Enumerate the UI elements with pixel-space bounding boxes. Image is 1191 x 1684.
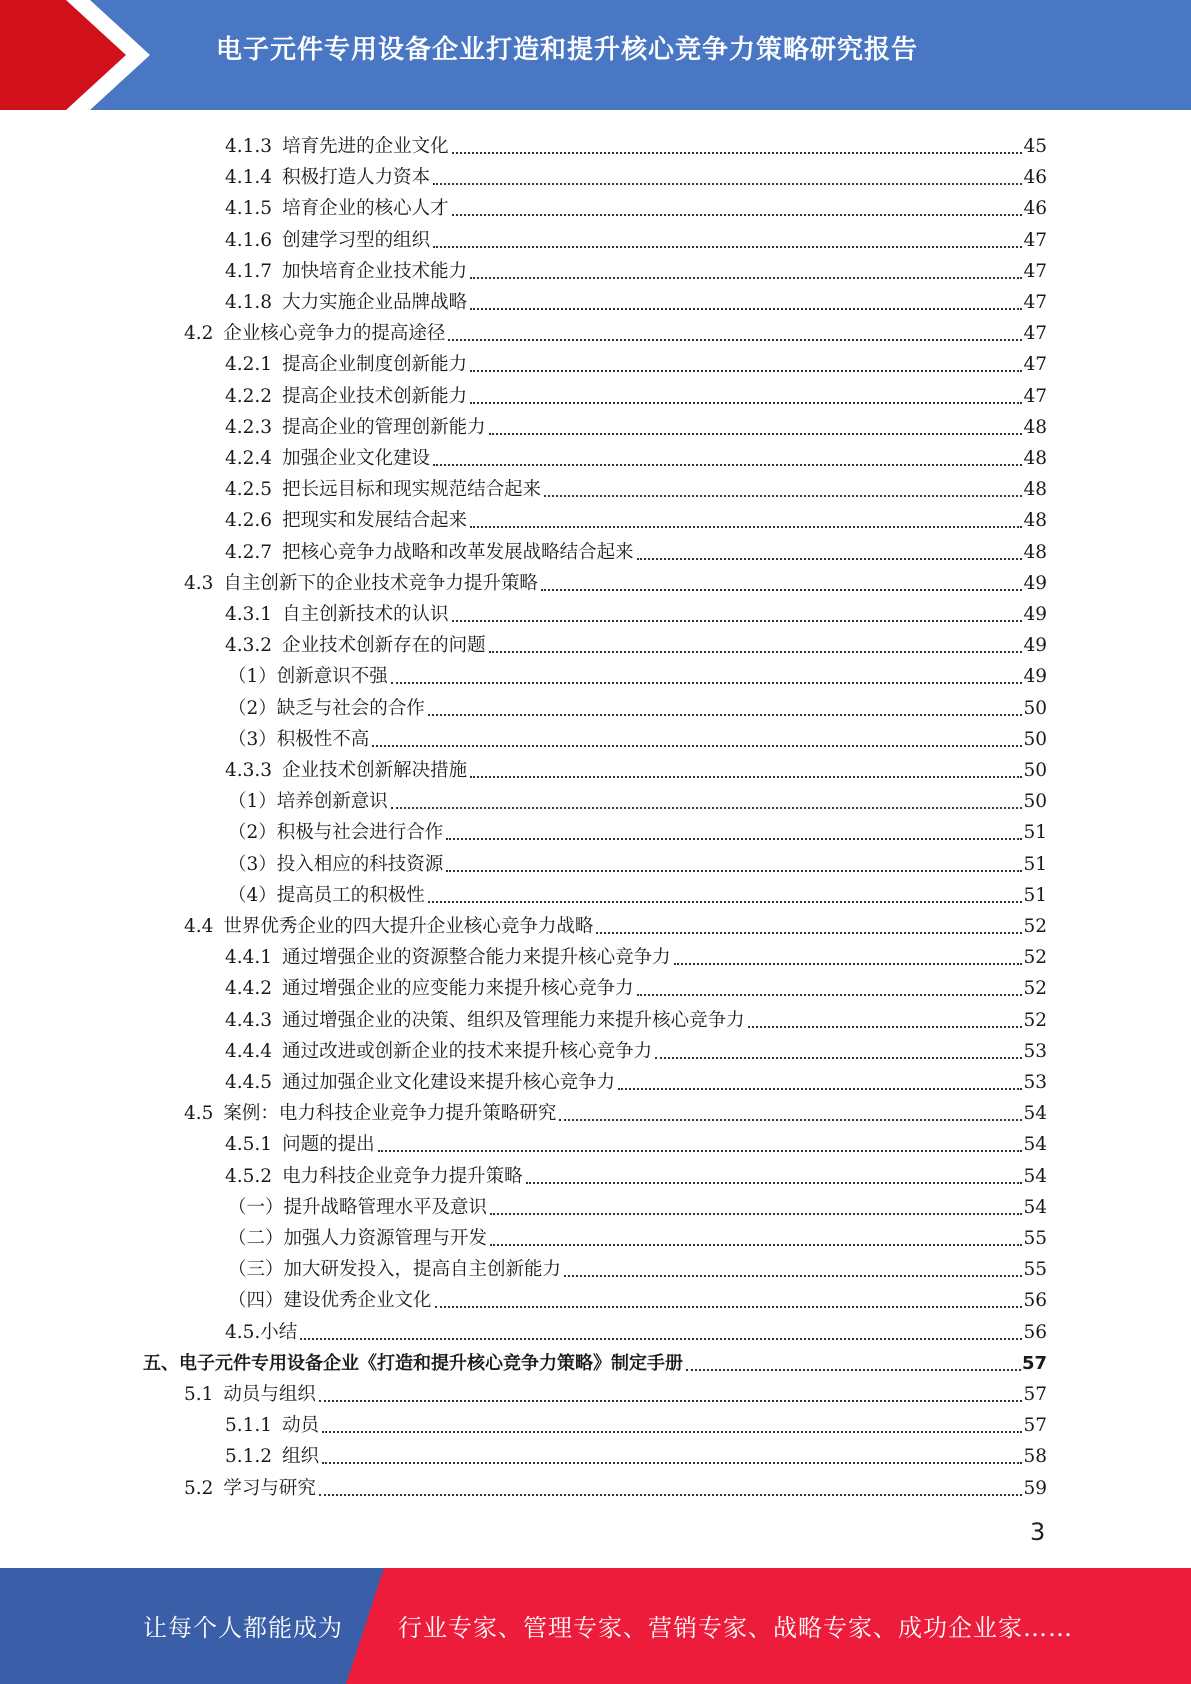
toc-entry-title: 通过改进或创新企业的技术来提升核心竞争力 — [282, 1040, 653, 1062]
toc-entry-page: 57 — [1023, 1384, 1047, 1405]
toc-entry-page: 47 — [1023, 260, 1047, 282]
toc-entry-page: 51 — [1023, 853, 1047, 875]
toc-entry-page: 56 — [1023, 1290, 1047, 1312]
toc-entry-number: 4.4 — [184, 916, 214, 937]
toc-dot-leader — [446, 870, 1022, 872]
toc-dot-leader — [378, 1150, 1023, 1152]
toc-entry[interactable] — [184, 565, 1047, 596]
toc-entry-page: 54 — [1023, 1196, 1047, 1218]
document-title: 电子元件专用设备企业打造和提升核心竞争力策略研究报告 — [216, 35, 919, 65]
toc-entry-number: 4.3.3 — [225, 760, 273, 781]
toc-entry-page: 50 — [1023, 697, 1047, 719]
toc-entry-title: 提高企业技术创新能力 — [282, 385, 468, 407]
toc-dot-leader — [452, 214, 1023, 216]
toc-dot-leader — [433, 246, 1022, 248]
toc-entry[interactable] — [228, 1220, 1047, 1251]
toc-entry[interactable] — [225, 1407, 1047, 1438]
toc-entry-page: 57 — [1021, 1352, 1047, 1374]
toc-entry-page: 47 — [1023, 354, 1047, 376]
toc-entry[interactable] — [225, 222, 1047, 253]
toc-entry-number: 4.4.5 — [225, 1072, 273, 1093]
toc-entry-title: 通过增强企业的资源整合能力来提升核心竞争力 — [282, 947, 671, 969]
toc-entry-title: 学习与研究 — [223, 1477, 316, 1499]
toc-entry-title: 创建学习型的组织 — [282, 229, 431, 251]
toc-entry-title: 把长远目标和现实规范结合起来 — [282, 479, 542, 501]
toc-entry[interactable] — [184, 315, 1047, 346]
toc-entry-page: 51 — [1023, 822, 1047, 844]
toc-dot-leader — [319, 1494, 1023, 1496]
footer-slogan: 让每个人都能成为 — [143, 1614, 343, 1642]
toc-dot-leader — [435, 1306, 1023, 1308]
toc-entry[interactable] — [184, 1376, 1047, 1407]
toc-entry-title: 企业技术创新解决措施 — [282, 760, 468, 781]
toc-entry-number: 4.2.7 — [225, 541, 273, 563]
toc-entry-title: 培育先进的企业文化 — [282, 136, 449, 157]
toc-entry-page: 46 — [1023, 167, 1047, 189]
toc-dot-leader — [433, 183, 1022, 185]
toc-entry-title: 企业技术创新存在的问题 — [282, 635, 486, 657]
toc-dot-leader — [490, 1244, 1022, 1246]
toc-entry-number: 4.1.3 — [225, 136, 273, 157]
page-number: 3 — [1030, 1518, 1046, 1546]
toc-entry-number: 5.1.2 — [225, 1446, 273, 1468]
toc-dot-leader — [686, 1369, 1021, 1371]
toc-entry[interactable] — [228, 1189, 1047, 1220]
toc-entry[interactable] — [225, 128, 1047, 159]
toc-entry-page: 53 — [1023, 1072, 1047, 1093]
toc-dot-leader — [322, 1431, 1022, 1433]
toc-entry-title: 加快培育企业技术能力 — [282, 260, 468, 282]
toc-entry-page: 55 — [1023, 1228, 1047, 1249]
toc-entry[interactable] — [225, 190, 1047, 221]
toc-entry[interactable] — [225, 1033, 1047, 1064]
toc-entry[interactable] — [225, 1126, 1047, 1157]
toc-dot-leader — [470, 308, 1022, 310]
toc-entry-number: 4.4.4 — [225, 1040, 273, 1062]
toc-entry-title: 动员 — [282, 1415, 320, 1437]
toc-entry-page: 48 — [1023, 541, 1047, 563]
toc-entry-title: （四）建设优秀企业文化 — [228, 1290, 432, 1312]
toc-dot-leader — [319, 1400, 1023, 1402]
toc-entry-title: 通过加强企业文化建设来提升核心竞争力 — [282, 1072, 616, 1093]
toc-entry[interactable] — [225, 409, 1047, 440]
toc-entry-title: （3）积极性不高 — [228, 728, 370, 750]
toc-entry-page: 47 — [1023, 323, 1047, 345]
toc-entry-number: 5.1.1 — [225, 1415, 273, 1437]
toc-entry-page: 54 — [1023, 1165, 1047, 1187]
toc-entry-number: 4.1.6 — [225, 229, 273, 251]
toc-entry-number: 4.1.4 — [225, 167, 273, 189]
toc-dot-leader — [490, 1213, 1022, 1215]
toc-entry-page: 50 — [1023, 791, 1047, 813]
toc-entry[interactable] — [228, 690, 1047, 721]
toc-entry-page: 52 — [1023, 916, 1047, 937]
toc-entry-title: 提高企业的管理创新能力 — [282, 416, 486, 438]
toc-entry[interactable] — [225, 939, 1047, 970]
toc-entry-title: 世界优秀企业的四大提升企业核心竞争力战略 — [223, 916, 594, 937]
toc-entry[interactable] — [228, 721, 1047, 752]
toc-entry-page: 47 — [1023, 292, 1047, 313]
toc-entry-page: 54 — [1023, 1134, 1047, 1156]
toc-entry-title: 动员与组织 — [223, 1384, 316, 1405]
toc-dot-leader — [448, 339, 1022, 341]
toc-entry[interactable] — [228, 1282, 1047, 1313]
toc-dot-leader — [428, 714, 1023, 716]
header-banner — [0, 0, 1191, 110]
toc-entry-title: 五、电子元件专用设备企业《打造和提升核心竞争力策略》制定手册 — [143, 1352, 683, 1374]
toc-entry[interactable] — [225, 346, 1047, 377]
toc-entry[interactable] — [228, 783, 1047, 814]
toc-entry-page: 49 — [1023, 572, 1047, 594]
toc-entry[interactable] — [225, 378, 1047, 409]
toc-dot-leader — [559, 1119, 1022, 1121]
toc-entry-page: 52 — [1023, 1009, 1047, 1031]
toc-entry[interactable] — [143, 1345, 1047, 1376]
toc-dot-leader — [300, 1338, 1022, 1340]
toc-dot-leader — [470, 402, 1022, 404]
toc-entry-number: 4.1.7 — [225, 260, 273, 282]
toc-entry-title: 案例：电力科技企业竞争力提升策略研究 — [223, 1103, 557, 1125]
toc-dot-leader — [372, 745, 1022, 747]
toc-entry[interactable] — [225, 253, 1047, 284]
toc-entry-title: 加强企业文化建设 — [282, 448, 431, 469]
toc-entry-page: 45 — [1023, 136, 1047, 157]
toc-entry[interactable] — [184, 1470, 1047, 1501]
toc-entry[interactable] — [225, 159, 1047, 190]
toc-entry-title: 通过增强企业的决策、组织及管理能力来提升核心竞争力 — [282, 1009, 745, 1031]
toc-entry-title: 自主创新技术的认识 — [282, 604, 449, 625]
toc-entry-page: 48 — [1023, 448, 1047, 469]
toc-entry-title: 把核心竞争力战略和改革发展战略结合起来 — [282, 541, 634, 563]
toc-entry[interactable] — [225, 502, 1047, 533]
toc-entry-title: 自主创新下的企业技术竞争力提升策略 — [223, 572, 538, 594]
toc-entry-number: 4.2.2 — [225, 385, 273, 407]
toc-entry[interactable] — [225, 1002, 1047, 1033]
toc-entry-number: 4.2.4 — [225, 448, 273, 469]
toc-dot-leader — [541, 589, 1023, 591]
toc-entry-number: 4.1.5 — [225, 198, 273, 220]
toc-entry[interactable] — [184, 908, 1047, 939]
toc-entry-title: （三）加大研发投入，提高自主创新能力 — [228, 1259, 562, 1281]
toc-entry-page: 56 — [1023, 1321, 1047, 1343]
toc-entry-page: 52 — [1023, 947, 1047, 969]
toc-entry[interactable] — [225, 752, 1047, 783]
toc-dot-leader — [446, 838, 1022, 840]
toc-entry-number: 5.1 — [184, 1384, 214, 1405]
toc-dot-leader — [748, 1026, 1023, 1028]
toc-entry-page: 52 — [1023, 978, 1047, 1000]
toc-entry-page: 59 — [1023, 1477, 1047, 1499]
toc-entry-title: 大力实施企业品牌战略 — [282, 292, 468, 313]
toc-entry-number: 4.4.2 — [225, 978, 273, 1000]
toc-entry-title: （2）缺乏与社会的合作 — [228, 697, 425, 719]
toc-entry-page: 49 — [1023, 666, 1047, 688]
toc-entry-title: （4）提高员工的积极性 — [228, 884, 425, 906]
toc-entry-page: 50 — [1023, 760, 1047, 781]
footer-banner — [0, 1568, 1191, 1684]
toc-entry-page: 54 — [1023, 1103, 1047, 1125]
toc-dot-leader — [544, 495, 1022, 497]
toc-entry-page: 53 — [1023, 1040, 1047, 1062]
toc-entry-title: 积极打造人力资本 — [282, 167, 431, 189]
toc-entry-number: 4.1.8 — [225, 292, 273, 313]
toc-entry-number: 4.2.3 — [225, 416, 273, 438]
toc-entry-title: 问题的提出 — [282, 1134, 375, 1156]
toc-entry-page: 51 — [1023, 884, 1047, 906]
toc-entry[interactable] — [228, 658, 1047, 689]
toc-entry-title: （3）投入相应的科技资源 — [228, 853, 444, 875]
toc-entry[interactable] — [225, 471, 1047, 502]
toc-dot-leader — [526, 1182, 1023, 1184]
toc-entry-page: 47 — [1023, 229, 1047, 251]
toc-entry[interactable] — [225, 440, 1047, 471]
toc-entry[interactable] — [228, 846, 1047, 877]
toc-entry-page: 47 — [1023, 385, 1047, 407]
toc-entry-page: 50 — [1023, 728, 1047, 750]
toc-entry-title: （1）创新意识不强 — [228, 666, 388, 688]
toc-entry[interactable] — [225, 596, 1047, 627]
toc-dot-leader — [391, 682, 1023, 684]
toc-entry-page: 48 — [1023, 416, 1047, 438]
toc-dot-leader — [428, 901, 1023, 903]
toc-dot-leader — [452, 152, 1023, 154]
toc-dot-leader — [596, 932, 1022, 934]
toc-entry-number: 4.3.1 — [225, 604, 273, 625]
toc-dot-leader — [637, 558, 1023, 560]
toc-dot-leader — [637, 994, 1023, 996]
toc-dot-leader — [674, 963, 1023, 965]
toc-entry-title: 电力科技企业竞争力提升策略 — [282, 1165, 523, 1187]
toc-entry[interactable] — [225, 1064, 1047, 1095]
toc-entry-page: 58 — [1023, 1446, 1047, 1468]
toc-entry[interactable] — [225, 534, 1047, 565]
toc-entry-number: 4.3 — [184, 572, 214, 594]
toc-entry[interactable] — [225, 1438, 1047, 1469]
toc-entry-number: 4.2.6 — [225, 510, 273, 532]
toc-entry[interactable] — [184, 1095, 1047, 1126]
toc-dot-leader — [489, 433, 1023, 435]
toc-entry[interactable] — [225, 1314, 1047, 1345]
toc-entry-number: 4.5.2 — [225, 1165, 273, 1187]
toc-entry-title: （1）培养创新意识 — [228, 791, 388, 813]
toc-dot-leader — [470, 776, 1022, 778]
toc-entry-title: 4.5.小结 — [225, 1321, 298, 1343]
toc-entry[interactable] — [225, 1158, 1047, 1189]
toc-entry-page: 48 — [1023, 479, 1047, 501]
toc-entry-number: 5.2 — [184, 1477, 214, 1499]
toc-entry-page: 57 — [1023, 1415, 1047, 1437]
toc-entry-number: 4.2.1 — [225, 354, 273, 376]
toc-entry-number: 4.4.3 — [225, 1009, 273, 1031]
toc-entry-title: 通过增强企业的应变能力来提升核心竞争力 — [282, 978, 634, 1000]
toc-entry-page: 46 — [1023, 198, 1047, 220]
toc-entry-page: 48 — [1023, 510, 1047, 532]
toc-entry-page: 49 — [1023, 635, 1047, 657]
toc-entry[interactable] — [225, 627, 1047, 658]
toc-entry-title: 组织 — [282, 1446, 320, 1468]
toc-entry[interactable] — [225, 970, 1047, 1001]
toc-entry-number: 4.5.1 — [225, 1134, 273, 1156]
toc-dot-leader — [655, 1057, 1022, 1059]
toc-entry-page: 55 — [1023, 1259, 1047, 1281]
toc-entry-number: 4.5 — [184, 1103, 214, 1125]
toc-entry[interactable] — [228, 1251, 1047, 1282]
toc-dot-leader — [391, 807, 1023, 809]
toc-dot-leader — [489, 651, 1023, 653]
toc-entry-title: （二）加强人力资源管理与开发 — [228, 1228, 488, 1249]
footer-roles: 行业专家、管理专家、营销专家、战略专家、成功企业家…… — [398, 1614, 1073, 1642]
toc-dot-leader — [452, 620, 1023, 622]
toc-dot-leader — [470, 526, 1022, 528]
toc-dot-leader — [433, 464, 1022, 466]
toc-entry-number: 4.2 — [184, 323, 214, 345]
toc-entry-title: 培育企业的核心人才 — [282, 198, 449, 220]
toc-entry[interactable] — [225, 284, 1047, 315]
toc-entry-number: 4.4.1 — [225, 947, 273, 969]
toc-entry-title: （2）积极与社会进行合作 — [228, 822, 444, 844]
toc-entry-number: 4.3.2 — [225, 635, 273, 657]
toc-entry-title: 企业核心竞争力的提高途径 — [223, 323, 446, 345]
toc-entry-title: 把现实和发展结合起来 — [282, 510, 468, 532]
toc-dot-leader — [618, 1088, 1022, 1090]
toc-entry[interactable] — [228, 877, 1047, 908]
toc-entry-title: 提高企业制度创新能力 — [282, 354, 468, 376]
toc-entry-page: 49 — [1023, 604, 1047, 625]
toc-entry[interactable] — [228, 814, 1047, 845]
toc-dot-leader — [470, 370, 1022, 372]
toc-dot-leader — [564, 1275, 1022, 1277]
toc-dot-leader — [322, 1462, 1022, 1464]
toc-dot-leader — [470, 277, 1022, 279]
toc-entry-number: 4.2.5 — [225, 479, 273, 501]
toc-entry-title: （一）提升战略管理水平及意识 — [228, 1196, 488, 1218]
